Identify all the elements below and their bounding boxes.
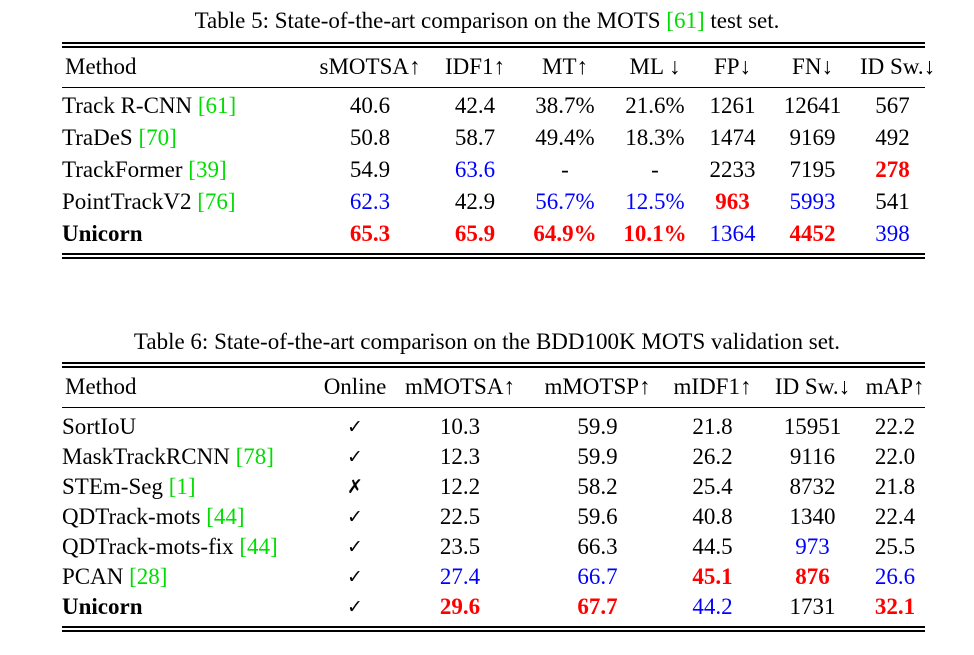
text-segment: 38.7% (535, 93, 595, 118)
text-segment: 4452 (789, 221, 836, 246)
value-cell (430, 122, 520, 154)
text-segment: 9169 (789, 125, 836, 150)
method-cell (62, 562, 320, 592)
text-segment: 15951 (783, 413, 842, 439)
table-row (62, 88, 925, 123)
text-segment: 25.4 (692, 473, 733, 499)
method-cell (62, 532, 320, 562)
table6-bottom-rule (62, 626, 925, 632)
table-row (62, 218, 925, 253)
column-header-ml: ML ↓ (610, 48, 700, 88)
text-segment: 44.5 (692, 533, 733, 559)
text-segment: 65.3 (349, 221, 391, 246)
value-cell (665, 562, 760, 592)
value-cell (765, 88, 860, 123)
text-segment: 50.8 (349, 125, 391, 150)
text-segment: 12641 (783, 93, 842, 118)
column-header-mt: MT↑ (520, 48, 610, 88)
text-segment: 22.4 (874, 503, 916, 529)
text-segment: 59.9 (577, 443, 618, 469)
text-segment: 23.5 (439, 533, 481, 559)
value-cell (430, 218, 520, 253)
table-row (62, 154, 925, 186)
text-segment: 1340 (789, 503, 836, 529)
text-segment: 278 (875, 157, 910, 182)
text-segment: 63.6 (454, 157, 496, 182)
text-segment: QDTrack-mots (62, 503, 207, 529)
value-cell (665, 502, 760, 532)
value-cell (390, 502, 530, 532)
value-cell (860, 122, 925, 154)
text-segment: 18.3% (625, 125, 685, 150)
column-header-midf1: mIDF1↑ (665, 368, 760, 408)
citation-ref: [39] (188, 157, 227, 182)
text-segment: 29.6 (439, 593, 481, 619)
method-cell (62, 502, 320, 532)
text-segment: 66.3 (577, 533, 618, 559)
text-segment: 40.8 (692, 503, 733, 529)
table5-mots-test (62, 42, 936, 259)
value-cell (610, 154, 700, 186)
value-cell (765, 218, 860, 253)
table-row (62, 472, 925, 502)
text-segment: 567 (875, 93, 910, 118)
value-cell (390, 592, 530, 627)
value-cell (865, 562, 925, 592)
value-cell (765, 154, 860, 186)
text-segment: TraDeS (62, 125, 139, 150)
method-cell (62, 592, 320, 627)
value-cell (665, 472, 760, 502)
text-segment: 10.1% (623, 221, 687, 246)
value-cell (530, 592, 665, 627)
value-cell (760, 592, 865, 627)
text-segment: 398 (875, 221, 910, 246)
column-header-smotsa: sMOTSA↑ (310, 48, 430, 88)
column-header-fn: FN↓ (765, 48, 860, 88)
table5-bottom-rule (62, 253, 925, 259)
text-segment: 67.7 (577, 593, 618, 619)
table-row (62, 502, 925, 532)
method-cell (62, 88, 310, 123)
column-header-mmotsa: mMOTSA↑ (390, 368, 530, 408)
table-row (62, 186, 925, 218)
table-row (62, 442, 925, 472)
value-cell (700, 88, 765, 123)
column-header-method: Method (62, 368, 320, 408)
value-cell (520, 88, 610, 123)
check-icon: ✓ (347, 506, 363, 528)
method-cell (62, 186, 310, 218)
check-icon: ✓ (347, 596, 363, 618)
text-segment: - (561, 157, 569, 182)
value-cell (430, 154, 520, 186)
value-cell (610, 218, 700, 253)
table-row (62, 562, 925, 592)
cross-icon: ✗ (347, 476, 363, 498)
value-cell (865, 442, 925, 472)
text-segment: 44.2 (692, 593, 733, 619)
text-segment: Track R-CNN (62, 93, 198, 118)
text-segment: STEm-Seg (62, 473, 169, 499)
column-header-idsw: ID Sw.↓ (860, 48, 925, 88)
value-cell (665, 592, 760, 627)
text-segment: Unicorn (62, 221, 143, 246)
text-segment: 58.2 (577, 473, 618, 499)
text-segment: 12.3 (439, 443, 481, 469)
text-segment: 21.6% (625, 93, 685, 118)
text-segment: 2233 (709, 157, 756, 182)
value-cell (610, 122, 700, 154)
value-cell (860, 186, 925, 218)
text-segment: 45.1 (692, 563, 733, 589)
column-header-map: mAP↑ (865, 368, 925, 408)
text-segment: - (651, 157, 659, 182)
method-cell (62, 472, 320, 502)
value-cell (520, 186, 610, 218)
table6-bdd100k-val (62, 362, 925, 632)
text-segment: 65.9 (454, 221, 496, 246)
value-cell (320, 472, 390, 502)
method-cell (62, 154, 310, 186)
column-header-idf1: IDF1↑ (430, 48, 520, 88)
table-row (62, 592, 925, 627)
table6 (62, 368, 925, 626)
value-cell (765, 122, 860, 154)
text-segment: 1364 (709, 221, 756, 246)
text-segment: 22.0 (874, 443, 916, 469)
value-cell (310, 88, 430, 123)
text-segment: 10.3 (439, 413, 481, 439)
table5 (62, 48, 936, 253)
value-cell (665, 408, 760, 442)
text-segment: 62.3 (349, 189, 391, 214)
citation-ref: [1] (168, 473, 196, 499)
value-cell (530, 502, 665, 532)
value-cell (310, 154, 430, 186)
value-cell (760, 562, 865, 592)
value-cell (530, 472, 665, 502)
value-cell (700, 122, 765, 154)
value-cell (865, 408, 925, 442)
check-icon: ✓ (347, 566, 363, 588)
value-cell (390, 562, 530, 592)
text-segment: 492 (875, 125, 910, 150)
value-cell (860, 88, 925, 123)
column-header-online: Online (320, 368, 390, 408)
citation-ref: [61] (197, 93, 237, 118)
check-icon: ✓ (347, 416, 363, 438)
value-cell (865, 502, 925, 532)
text-segment: 42.4 (454, 93, 496, 118)
value-cell (865, 532, 925, 562)
table-row (62, 532, 925, 562)
table-row (62, 408, 925, 442)
value-cell (320, 592, 390, 627)
text-segment: 973 (795, 533, 830, 559)
text-segment: Table 6: State-of-the-art comparison on the BDD100K MOTS validation set. (133, 329, 841, 354)
value-cell (860, 218, 925, 253)
text-segment: 42.9 (454, 189, 496, 214)
text-segment: Unicorn (62, 593, 143, 619)
text-segment: Table 5: State-of-the-art comparison on the MOTS (194, 8, 667, 33)
value-cell (530, 562, 665, 592)
text-segment: 64.9% (533, 221, 597, 246)
value-cell (860, 154, 925, 186)
column-header-method: Method (62, 48, 310, 88)
citation-ref: [78] (235, 443, 274, 469)
text-segment: TrackFormer (62, 157, 189, 182)
text-segment: 12.5% (625, 189, 685, 214)
text-segment: PCAN (62, 563, 130, 589)
column-header-fp: FP↓ (700, 48, 765, 88)
value-cell (310, 186, 430, 218)
value-cell (530, 408, 665, 442)
value-cell (390, 472, 530, 502)
text-segment: 56.7% (535, 189, 595, 214)
value-cell (520, 122, 610, 154)
text-segment: MaskTrackRCNN (62, 443, 236, 469)
text-segment: 26.2 (692, 443, 733, 469)
value-cell (320, 562, 390, 592)
value-cell (390, 532, 530, 562)
table-row (62, 122, 925, 154)
check-icon: ✓ (347, 536, 363, 558)
text-segment: 21.8 (874, 473, 916, 499)
value-cell (520, 218, 610, 253)
method-cell (62, 408, 320, 442)
value-cell (520, 154, 610, 186)
text-segment: 963 (715, 189, 750, 214)
value-cell (390, 408, 530, 442)
text-segment: 66.7 (577, 563, 618, 589)
text-segment: 59.9 (577, 413, 618, 439)
text-segment: SortIoU (62, 413, 137, 439)
value-cell (430, 186, 520, 218)
citation-ref: [70] (138, 125, 177, 150)
value-cell (390, 442, 530, 472)
value-cell (610, 88, 700, 123)
value-cell (320, 442, 390, 472)
value-cell (760, 442, 865, 472)
value-cell (530, 442, 665, 472)
value-cell (700, 218, 765, 253)
text-segment: 1731 (789, 593, 836, 619)
text-segment: 22.2 (874, 413, 916, 439)
value-cell (865, 592, 925, 627)
value-cell (310, 122, 430, 154)
method-cell (62, 122, 310, 154)
value-cell (430, 88, 520, 123)
value-cell (665, 442, 760, 472)
text-segment: 8732 (789, 473, 836, 499)
text-segment: 54.9 (349, 157, 391, 182)
text-segment: 26.6 (874, 563, 916, 589)
text-segment: 27.4 (439, 563, 481, 589)
value-cell (320, 502, 390, 532)
text-segment: 7195 (789, 157, 836, 182)
value-cell (665, 532, 760, 562)
text-segment: 541 (875, 189, 910, 214)
text-segment: 59.6 (577, 503, 618, 529)
value-cell (760, 502, 865, 532)
value-cell (320, 408, 390, 442)
text-segment: 32.1 (874, 593, 916, 619)
citation-ref: [44] (206, 503, 245, 529)
text-segment: 1474 (709, 125, 756, 150)
table5-header-row (62, 48, 925, 88)
citation-ref: [76] (197, 189, 236, 214)
text-segment: 9116 (789, 443, 836, 469)
column-header-idsw: ID Sw.↓ (760, 368, 865, 408)
text-segment: 25.5 (874, 533, 916, 559)
value-cell (765, 186, 860, 218)
value-cell (760, 408, 865, 442)
text-segment: 22.5 (439, 503, 481, 529)
value-cell (310, 218, 430, 253)
table5-caption (0, 0, 974, 42)
method-cell (62, 442, 320, 472)
citation-ref: [44] (239, 533, 278, 559)
text-segment: test set. (704, 8, 780, 33)
text-segment: 5993 (789, 189, 836, 214)
citation-ref: [61] (666, 8, 705, 33)
value-cell (700, 186, 765, 218)
text-segment: QDTrack-mots-fix (62, 533, 240, 559)
text-segment: 40.6 (349, 93, 391, 118)
text-segment: 12.2 (439, 473, 481, 499)
method-cell (62, 218, 310, 253)
text-segment: 876 (795, 563, 830, 589)
check-icon: ✓ (347, 446, 363, 468)
value-cell (700, 154, 765, 186)
text-segment: 58.7 (454, 125, 496, 150)
value-cell (320, 532, 390, 562)
table6-caption (0, 329, 974, 362)
citation-ref: [28] (129, 563, 168, 589)
value-cell (530, 532, 665, 562)
text-segment: 49.4% (535, 125, 595, 150)
text-segment: PointTrackV2 (62, 189, 198, 214)
value-cell (760, 532, 865, 562)
value-cell (610, 186, 700, 218)
text-segment: 1261 (709, 93, 756, 118)
value-cell (760, 472, 865, 502)
value-cell (865, 472, 925, 502)
table6-header-row (62, 368, 925, 408)
column-header-mmotsp: mMOTSP↑ (530, 368, 665, 408)
text-segment: 21.8 (692, 413, 733, 439)
